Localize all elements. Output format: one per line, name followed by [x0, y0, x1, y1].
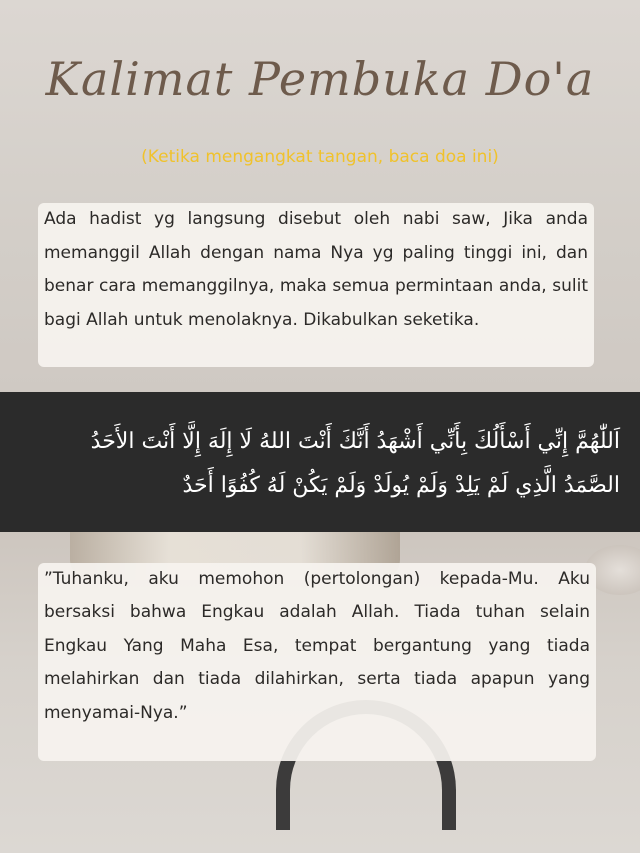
translation-text-card	[38, 563, 596, 761]
arabic-line-2: الصَّمَدُ الَّذِي لَمْ يَلِدْ وَلَمْ يُولَدْ وَلَمْ يَكُنْ لَهُ كُفُوًا أَحَدٌ	[182, 473, 620, 498]
arabic-line-1: اَللّٰهُمَّ إِنِّي أَسْأَلُكَ بِأَنِّي أَشْهَدُ أَنَّكَ أَنْتَ اللهُ لَا إِلَهَ إِلَّا أَنْتَ الأَحَدُ	[90, 429, 620, 454]
arabic-dua-text	[20, 420, 620, 508]
intro-text-card	[38, 203, 594, 367]
page-subtitle: (Ketika mengangkat tangan, baca doa ini)	[141, 147, 499, 167]
translation-text: ”Tuhanku, aku memohon (pertolongan) kepada-Mu. Aku bersaksi bahwa Engkau adalah Allah. Tiada tuhan selain Engkau Yang Maha Esa, tempat bergantung yang tiada melahirkan dan tiada dilahirkan, serta tiada apapun yang menyamai-Nya.”	[44, 569, 590, 723]
page-title: Kalimat Pembuka Do'a	[45, 52, 595, 106]
intro-text: Ada hadist yg langsung disebut oleh nabi saw, Jika anda memanggil Allah dengan nama Nya yg paling tinggi ini, dan benar cara memanggilnya, maka semua permintaan anda, sulit bagi Allah untuk menolaknya. Dikabulkan seketika.	[44, 209, 588, 330]
